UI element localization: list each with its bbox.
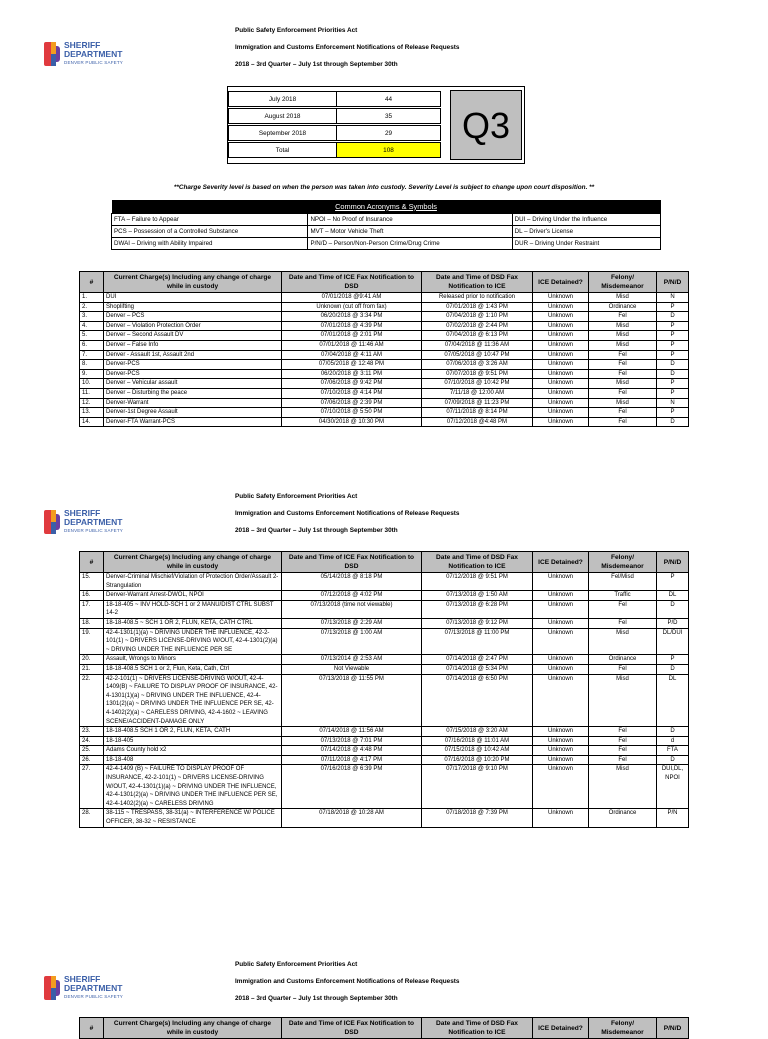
charge-cell: 18-18-408.5 SCH 1 OR 2, FLUN, KETA, CATH xyxy=(104,727,282,737)
column-header: Current Charge(s) Including any change of charge while in custody xyxy=(104,1018,282,1039)
summary-count: 108 xyxy=(337,143,441,158)
ice-detained-cell: Unknown xyxy=(533,388,589,398)
ice-detained-cell: Unknown xyxy=(533,302,589,312)
pnd-cell: N xyxy=(657,293,689,303)
logo-tagline: DENVER PUBLIC SAFETY xyxy=(64,60,124,65)
header-line-3: 2018 – 3rd Quarter – July 1st through September 30th xyxy=(235,527,398,534)
row-number: 19. xyxy=(80,628,104,655)
ice-fax-date-cell: 07/06/2018 @ 2:39 PM xyxy=(282,398,422,408)
row-number: 28. xyxy=(80,809,104,827)
charge-cell: Denver-1st Degree Assault xyxy=(104,408,282,418)
charge-cell: Denver – Vehicular assault xyxy=(104,379,282,389)
charge-cell: Denver-Warrant Arrest-DWOL, NPOI xyxy=(104,591,282,601)
summary-month: August 2018 xyxy=(229,109,337,124)
severity-note: **Charge Severity level is based on when the person was taken into custody. Severity Level is subject to change upon court disposition. ** xyxy=(173,184,595,191)
summary-count: 44 xyxy=(337,92,441,107)
severity-cell: Fel xyxy=(589,388,657,398)
logo-tagline: DENVER PUBLIC SAFETY xyxy=(64,528,124,533)
severity-cell: Misd xyxy=(589,321,657,331)
severity-cell: Fel xyxy=(589,369,657,379)
ice-detained-cell: Unknown xyxy=(533,321,589,331)
severity-cell: Fel/Misd xyxy=(589,573,657,591)
ice-fax-date-cell: 07/01/2018 @ 2:01 PM xyxy=(282,331,422,341)
pnd-cell: P xyxy=(657,573,689,591)
header-line-1: Public Safety Enforcement Priorities Act xyxy=(235,961,358,968)
pnd-cell: FTA xyxy=(657,746,689,756)
summary-count: 35 xyxy=(337,109,441,124)
logo-name: SHERIFF DEPARTMENT xyxy=(64,40,123,59)
summary-month: Total xyxy=(229,143,337,158)
ice-fax-date-cell: 07/06/2018 @ 9:42 PM xyxy=(282,379,422,389)
row-number: 1. xyxy=(80,293,104,303)
ice-fax-date-cell: 06/20/2018 @ 3:34 PM xyxy=(282,312,422,322)
acronym-entry: PCS – Possession of a Controlled Substance xyxy=(112,225,308,237)
charge-cell: 18-18-408 xyxy=(104,755,282,765)
acronym-entry: FTA – Failure to Appear xyxy=(112,213,308,225)
header-line-1: Public Safety Enforcement Priorities Act xyxy=(235,493,358,500)
logo-tagline: DENVER PUBLIC SAFETY xyxy=(64,994,124,999)
row-number: 12. xyxy=(80,398,104,408)
charge-cell: Denver-PCS xyxy=(104,360,282,370)
ice-detained-cell: Unknown xyxy=(533,727,589,737)
charge-cell: Denver – False Info xyxy=(104,340,282,350)
acronym-entry: DUR – Driving Under Restraint xyxy=(512,237,660,249)
ice-fax-date-cell: 07/11/2018 @ 4:17 PM xyxy=(282,755,422,765)
pnd-cell: d xyxy=(657,736,689,746)
dsd-fax-date-cell: Released prior to notification xyxy=(422,293,533,303)
charge-cell: 18-18-408.5 SCH 1 or 2, Flun, Keta, Cath, Ctrl xyxy=(104,664,282,674)
ice-detained-cell: Unknown xyxy=(533,417,589,427)
charge-cell: 18-18-408.5 ~ SCH 1 OR 2, FLUN, KETA, CATH CTRL xyxy=(104,618,282,628)
column-header: ICE Detained? xyxy=(533,552,589,573)
quarter-label: Q3 xyxy=(450,90,522,160)
pnd-cell: P xyxy=(657,350,689,360)
acronym-entry: P/N/D – Person/Non-Person Crime/Drug Crime xyxy=(308,237,512,249)
row-number: 2. xyxy=(80,302,104,312)
ice-detained-cell: Unknown xyxy=(533,809,589,827)
ice-fax-date-cell: 07/01/2018 @ 4:39 PM xyxy=(282,321,422,331)
ice-fax-date-cell: 07/13/2018 @ 1:00 AM xyxy=(282,628,422,655)
column-header: Felony/ Misdemeanor xyxy=(589,552,657,573)
ice-detained-cell: Unknown xyxy=(533,379,589,389)
ice-fax-date-cell: 07/10/2018 @ 5:50 PM xyxy=(282,408,422,418)
severity-cell: Traffic xyxy=(589,591,657,601)
severity-cell: Fel xyxy=(589,746,657,756)
acronym-entry: DWAI – Driving with Ability Impaired xyxy=(112,237,308,249)
dsd-fax-date-cell: 07/18/2018 @ 7:39 PM xyxy=(422,809,533,827)
dsd-fax-date-cell: 07/15/2018 @ 10:42 AM xyxy=(422,746,533,756)
charge-cell: Assault, Wrongs to Minors xyxy=(104,655,282,665)
pnd-cell: P xyxy=(657,388,689,398)
pnd-cell: D xyxy=(657,664,689,674)
charge-cell: Denver-FTA Warrant-PCS xyxy=(104,417,282,427)
column-header: Current Charge(s) Including any change of charge while in custody xyxy=(104,272,282,293)
ice-fax-date-cell: 07/13/2014 @ 2:53 AM xyxy=(282,655,422,665)
pnd-cell: P xyxy=(657,408,689,418)
column-header: Felony/ Misdemeanor xyxy=(589,1018,657,1039)
pnd-cell: D xyxy=(657,360,689,370)
column-header: Felony/ Misdemeanor xyxy=(589,272,657,293)
row-number: 24. xyxy=(80,736,104,746)
column-header: P/N/D xyxy=(657,552,689,573)
dsd-fax-date-cell: 07/14/2018 @ 6:50 PM xyxy=(422,674,533,727)
row-number: 3. xyxy=(80,312,104,322)
severity-cell: Misd xyxy=(589,765,657,809)
dsd-fax-date-cell: 07/14/2018 @ 2:47 PM xyxy=(422,655,533,665)
header-line-3: 2018 – 3rd Quarter – July 1st through September 30th xyxy=(235,61,398,68)
ice-detained-cell: Unknown xyxy=(533,350,589,360)
row-number: 10. xyxy=(80,379,104,389)
pnd-cell: DL xyxy=(657,674,689,727)
ice-detained-cell: Unknown xyxy=(533,736,589,746)
header-line-2: Immigration and Customs Enforcement Notifications of Release Requests xyxy=(235,44,460,51)
dsd-fax-date-cell: 07/15/2018 @ 3:20 AM xyxy=(422,727,533,737)
dsd-fax-date-cell: 07/04/2018 @ 11:36 AM xyxy=(422,340,533,350)
ice-detained-cell: Unknown xyxy=(533,746,589,756)
ice-detained-cell: Unknown xyxy=(533,591,589,601)
column-header: P/N/D xyxy=(657,272,689,293)
charge-cell: 38-115 ~ TRESPASS, 38-31(a) ~ INTERFERENCE W/ POLICE OFFICER, 38-32 ~ RESISTANCE xyxy=(104,809,282,827)
column-header: Date and Time of DSD Fax Notification to ICE xyxy=(422,272,533,293)
ice-detained-cell: Unknown xyxy=(533,573,589,591)
column-header: Date and Time of ICE Fax Notification to DSD xyxy=(282,552,422,573)
ice-fax-date-cell: 07/14/2018 @ 11:56 AM xyxy=(282,727,422,737)
pnd-cell: D xyxy=(657,600,689,618)
pnd-cell: P xyxy=(657,302,689,312)
ice-fax-date-cell: 07/16/2018 @ 6:39 PM xyxy=(282,765,422,809)
dsd-fax-date-cell: 07/13/2018 @ 6:28 PM xyxy=(422,600,533,618)
pnd-cell: P/N xyxy=(657,809,689,827)
row-number: 16. xyxy=(80,591,104,601)
column-header: Date and Time of DSD Fax Notification to ICE xyxy=(422,552,533,573)
dsd-fax-date-cell: 07/02/2018 @ 2:44 PM xyxy=(422,321,533,331)
row-number: 11. xyxy=(80,388,104,398)
row-number: 13. xyxy=(80,408,104,418)
release-requests-table-3 xyxy=(79,1017,689,1039)
dsd-fax-date-cell: 07/05/2018 @ 10:47 PM xyxy=(422,350,533,360)
charge-cell: Denver-Warrant xyxy=(104,398,282,408)
acronym-entry: DL – Driver's License xyxy=(512,225,660,237)
column-header: Date and Time of DSD Fax Notification to ICE xyxy=(422,1018,533,1039)
severity-cell: Misd xyxy=(589,293,657,303)
dsd-fax-date-cell: 07/11/2018 @ 8:14 PM xyxy=(422,408,533,418)
severity-cell: Fel xyxy=(589,727,657,737)
severity-cell: Fel xyxy=(589,736,657,746)
severity-cell: Ordinance xyxy=(589,302,657,312)
ice-detained-cell: Unknown xyxy=(533,293,589,303)
severity-cell: Fel xyxy=(589,312,657,322)
severity-cell: Fel xyxy=(589,350,657,360)
dsd-fax-date-cell: 07/07/2018 @ 9:51 PM xyxy=(422,369,533,379)
ice-detained-cell: Unknown xyxy=(533,765,589,809)
row-number: 9. xyxy=(80,369,104,379)
pnd-cell: P xyxy=(657,340,689,350)
ice-detained-cell: Unknown xyxy=(533,312,589,322)
row-number: 27. xyxy=(80,765,104,809)
header-line-3: 2018 – 3rd Quarter – July 1st through September 30th xyxy=(235,995,398,1002)
row-number: 18. xyxy=(80,618,104,628)
severity-cell: Fel xyxy=(589,408,657,418)
row-number: 5. xyxy=(80,331,104,341)
pnd-cell: D xyxy=(657,417,689,427)
sheriff-logo xyxy=(44,974,144,1002)
severity-cell: Ordinance xyxy=(589,809,657,827)
charge-cell: 18-18-405 ~ INV HOLD-SCH 1 or 2 MANU/DIST CTRL SUBST 14-2 xyxy=(104,600,282,618)
ice-detained-cell: Unknown xyxy=(533,331,589,341)
summary-month: July 2018 xyxy=(229,92,337,107)
row-number: 25. xyxy=(80,746,104,756)
severity-cell: Misd xyxy=(589,379,657,389)
row-number: 22. xyxy=(80,674,104,727)
severity-cell: Fel xyxy=(589,360,657,370)
pnd-cell: DL xyxy=(657,591,689,601)
severity-cell: Misd xyxy=(589,331,657,341)
severity-cell: Misd xyxy=(589,340,657,350)
dsd-fax-date-cell: 07/12/2018 @ 9:51 PM xyxy=(422,573,533,591)
ice-fax-date-cell: 07/13/2018 @ 2:29 AM xyxy=(282,618,422,628)
severity-cell: Ordinance xyxy=(589,655,657,665)
summary-month: September 2018 xyxy=(229,126,337,141)
ice-detained-cell: Unknown xyxy=(533,369,589,379)
ice-fax-date-cell: 05/14/2018 @ 8:18 PM xyxy=(282,573,422,591)
pnd-cell: D xyxy=(657,369,689,379)
column-header: Date and Time of ICE Fax Notification to DSD xyxy=(282,1018,422,1039)
dsd-fax-date-cell: 07/17/2018 @ 9:10 PM xyxy=(422,765,533,809)
ice-detained-cell: Unknown xyxy=(533,408,589,418)
ice-fax-date-cell: Not Viewable xyxy=(282,664,422,674)
charge-cell: Adams County hold x2 xyxy=(104,746,282,756)
column-header: # xyxy=(80,1018,104,1039)
column-header: ICE Detained? xyxy=(533,1018,589,1039)
pnd-cell: P xyxy=(657,331,689,341)
acronyms-title: Common Acronyms & Symbols xyxy=(112,200,661,213)
dsd-fax-date-cell: 7/11/18 @ 12:00 AM xyxy=(422,388,533,398)
header-line-2: Immigration and Customs Enforcement Notifications of Release Requests xyxy=(235,978,460,985)
severity-cell: Misd xyxy=(589,628,657,655)
acronym-entry: NPOI – No Proof of Insurance xyxy=(308,213,512,225)
dsd-fax-date-cell: 07/01/2018 @ 1:43 PM xyxy=(422,302,533,312)
logo-mark-icon xyxy=(44,976,60,1000)
dsd-fax-date-cell: 07/04/2018 @ 1:10 PM xyxy=(422,312,533,322)
ice-fax-date-cell: 07/12/2018 @ 4:02 PM xyxy=(282,591,422,601)
charge-cell: 18-18-405 xyxy=(104,736,282,746)
severity-cell: Misd xyxy=(589,398,657,408)
ice-fax-date-cell: 07/10/2018 @ 4:14 PM xyxy=(282,388,422,398)
ice-fax-date-cell: 07/05/2018 @ 12:48 PM xyxy=(282,360,422,370)
ice-fax-date-cell: 04/30/2018 @ 10:30 PM xyxy=(282,417,422,427)
dsd-fax-date-cell: 07/16/2018 @ 11:01 AM xyxy=(422,736,533,746)
charge-cell: Denver – Violation Protection Order xyxy=(104,321,282,331)
ice-detained-cell: Unknown xyxy=(533,664,589,674)
ice-detained-cell: Unknown xyxy=(533,340,589,350)
dsd-fax-date-cell: 07/16/2018 @ 10:20 PM xyxy=(422,755,533,765)
row-number: 26. xyxy=(80,755,104,765)
charge-cell: 42-4-1409 (B) ~ FAILURE TO DISPLAY PROOF OF INSURANCE, 42-2-101(1) ~ DRIVERS LICENSE-DRIVING W/OUT, 42-4-1301(1)(a) ~ DRIVING UNDER THE INFLUENCE, 42-4-1301(2)(a) ~ DRIVING UNDER THE INFLUENCE PER SE, 42-4-1402(2)(a) ~ CARELESS DRIVING xyxy=(104,765,282,809)
pnd-cell: DL/DUI xyxy=(657,628,689,655)
pnd-cell: P xyxy=(657,321,689,331)
charge-cell: Denver – PCS xyxy=(104,312,282,322)
logo-name: SHERIFF DEPARTMENT xyxy=(64,508,123,527)
row-number: 7. xyxy=(80,350,104,360)
row-number: 21. xyxy=(80,664,104,674)
ice-detained-cell: Unknown xyxy=(533,755,589,765)
pnd-cell: DUI,DL, NPOI xyxy=(657,765,689,809)
ice-fax-date-cell: 06/20/2018 @ 3:11 PM xyxy=(282,369,422,379)
severity-cell: Misd xyxy=(589,674,657,727)
summary-count: 29 xyxy=(337,126,441,141)
ice-detained-cell: Unknown xyxy=(533,398,589,408)
dsd-fax-date-cell: 07/12/2018 @4:48 PM xyxy=(422,417,533,427)
row-number: 17. xyxy=(80,600,104,618)
severity-cell: Fel xyxy=(589,664,657,674)
charge-cell: Denver - Assault 1st, Assault 2nd xyxy=(104,350,282,360)
row-number: 8. xyxy=(80,360,104,370)
pnd-cell: D xyxy=(657,755,689,765)
pnd-cell: D xyxy=(657,312,689,322)
charge-cell: Denver-Criminal Mischief/Violation of Protection Order/Assault 2-Strangulation xyxy=(104,573,282,591)
severity-cell: Fel xyxy=(589,600,657,618)
dsd-fax-date-cell: 07/13/2018 @ 9:12 PM xyxy=(422,618,533,628)
severity-cell: Fel xyxy=(589,618,657,628)
ice-detained-cell: Unknown xyxy=(533,628,589,655)
charge-cell: Denver-PCS xyxy=(104,369,282,379)
acronym-entry: DUI – Driving Under the Influence xyxy=(512,213,660,225)
column-header: # xyxy=(80,552,104,573)
ice-detained-cell: Unknown xyxy=(533,618,589,628)
dsd-fax-date-cell: 07/06/2018 @ 3:26 AM xyxy=(422,360,533,370)
ice-detained-cell: Unknown xyxy=(533,674,589,727)
ice-detained-cell: Unknown xyxy=(533,655,589,665)
ice-detained-cell: Unknown xyxy=(533,360,589,370)
ice-fax-date-cell: 07/04/2018 @ 4:11 AM xyxy=(282,350,422,360)
logo-name: SHERIFF DEPARTMENT xyxy=(64,974,123,993)
pnd-cell: P xyxy=(657,379,689,389)
row-number: 20. xyxy=(80,655,104,665)
column-header: Date and Time of ICE Fax Notification to DSD xyxy=(282,272,422,293)
dsd-fax-date-cell: 07/09/2018 @ 11:23 PM xyxy=(422,398,533,408)
dsd-fax-date-cell: 07/14/2018 @ 5:34 PM xyxy=(422,664,533,674)
charge-cell: 42-2-101(1) ~ DRIVERS LICENSE-DRIVING W/OUT, 42-4-1409(B) ~ FAILURE TO DISPLAY PROOF OF INSURANCE, 42-4-1301(1)(a) ~ DRIVING UNDER THE INFLUENCE, 42-4-1301(2)(a) ~ DRIVING UNDER THE INFLUENCE PER SE, 42-4-1402(2)(a) ~ CARELESS DRIVING, 42-4-1602 ~ LEAVING SCENE/ACCIDENT-DAMAGE ONLY xyxy=(104,674,282,727)
ice-fax-date-cell: 07/01/2018 @9:41 AM xyxy=(282,293,422,303)
ice-detained-cell: Unknown xyxy=(533,600,589,618)
header-line-1: Public Safety Enforcement Priorities Act xyxy=(235,27,358,34)
pnd-cell: P/D xyxy=(657,618,689,628)
column-header: P/N/D xyxy=(657,1018,689,1039)
ice-fax-date-cell: 07/13/2018 @ 7:01 PM xyxy=(282,736,422,746)
row-number: 15. xyxy=(80,573,104,591)
row-number: 6. xyxy=(80,340,104,350)
charge-cell: DUI xyxy=(104,293,282,303)
acronym-entry: MVT – Motor Vehicle Theft xyxy=(308,225,512,237)
header-line-2: Immigration and Customs Enforcement Notifications of Release Requests xyxy=(235,510,460,517)
dsd-fax-date-cell: 07/13/2018 @ 11:00 PM xyxy=(422,628,533,655)
dsd-fax-date-cell: 07/13/2018 @ 1:50 AM xyxy=(422,591,533,601)
ice-fax-date-cell: 07/18/2018 @ 10:28 AM xyxy=(282,809,422,827)
column-header: Current Charge(s) Including any change of charge while in custody xyxy=(104,552,282,573)
severity-cell: Fel xyxy=(589,417,657,427)
pnd-cell: P xyxy=(657,655,689,665)
pnd-cell: N xyxy=(657,398,689,408)
charge-cell: Denver – Disturbing the peace xyxy=(104,388,282,398)
dsd-fax-date-cell: 07/04/2018 @ 6:13 PM xyxy=(422,331,533,341)
row-number: 4. xyxy=(80,321,104,331)
column-header: ICE Detained? xyxy=(533,272,589,293)
charge-cell: 42-4-1301(1)(a) ~ DRIVING UNDER THE INFLUENCE, 42-2-101(1) ~ DRIVERS LICENSE-DRIVING W/OUT, 42-4-1301(2)(a) ~ DRIVING UNDER THE INFLUENCE PER SE xyxy=(104,628,282,655)
charge-cell: Shoplifting xyxy=(104,302,282,312)
severity-cell: Fel xyxy=(589,755,657,765)
dsd-fax-date-cell: 07/10/2018 @ 10:42 PM xyxy=(422,379,533,389)
ice-fax-date-cell: 07/14/2018 @ 4:48 PM xyxy=(282,746,422,756)
row-number: 14. xyxy=(80,417,104,427)
column-header: # xyxy=(80,272,104,293)
ice-fax-date-cell: Unknown (cut off from fax) xyxy=(282,302,422,312)
ice-fax-date-cell: 07/13/2018 @ 11:55 PM xyxy=(282,674,422,727)
ice-fax-date-cell: 07/01/2018 @ 11:46 AM xyxy=(282,340,422,350)
row-number: 23. xyxy=(80,727,104,737)
ice-fax-date-cell: 07/13/2018 (time not viewable) xyxy=(282,600,422,618)
charge-cell: Denver – Second Assault DV xyxy=(104,331,282,341)
pnd-cell: D xyxy=(657,727,689,737)
